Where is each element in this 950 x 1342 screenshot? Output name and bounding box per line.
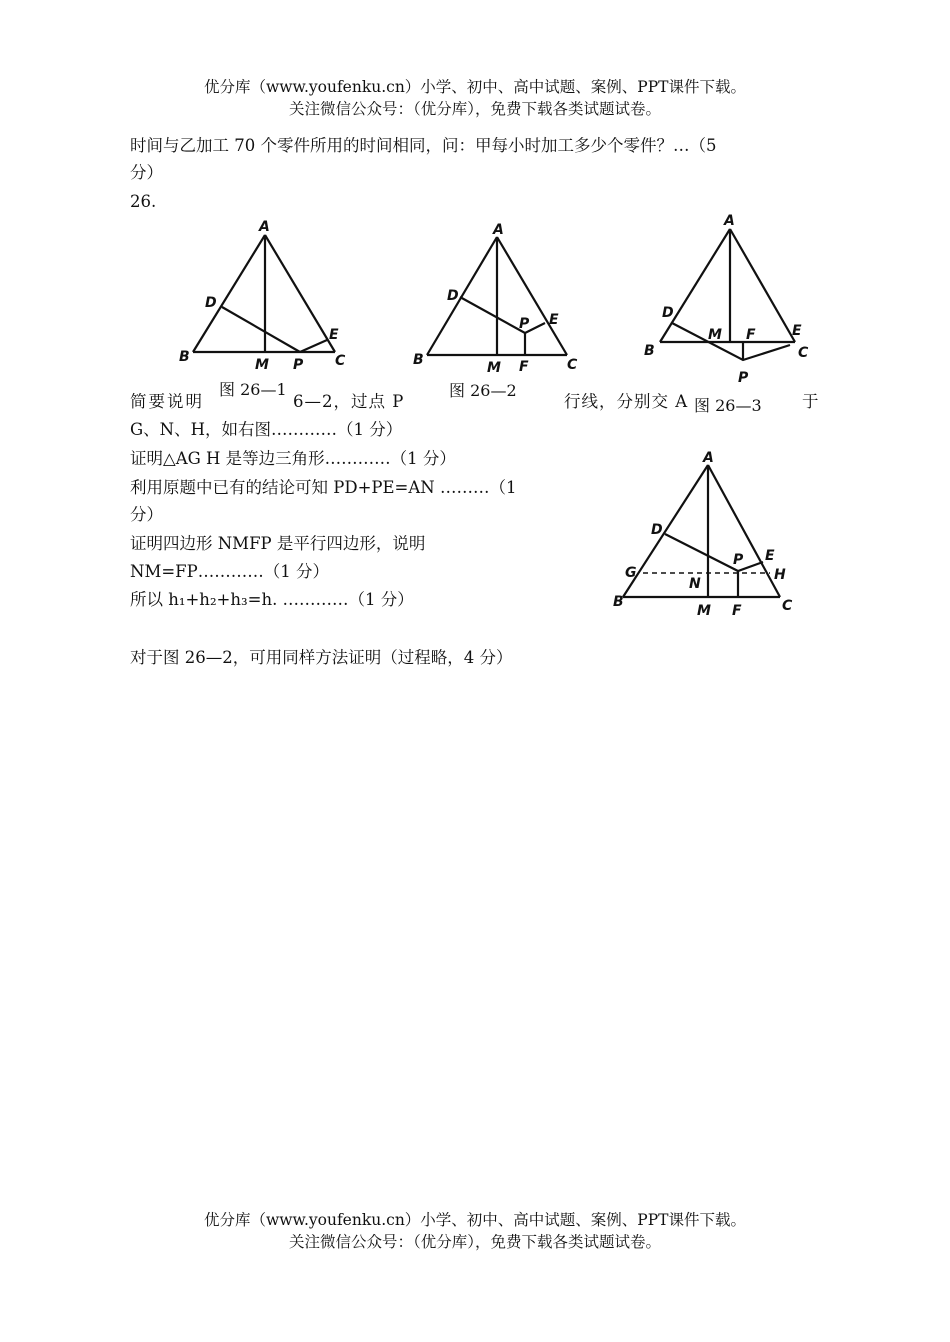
fig4-label-c: C <box>782 598 793 614</box>
fig4-label-m: M <box>697 603 711 619</box>
fig2-label-m: M <box>487 360 501 376</box>
fig3-label-b: B <box>644 343 655 359</box>
fig3-label-c: C <box>798 345 809 361</box>
fig1-segment-pe <box>300 340 327 352</box>
fig2-caption: 图 26—2 <box>446 381 520 401</box>
fig3-label-a: A <box>724 213 735 229</box>
fig1-label-d: D <box>205 295 217 311</box>
figure-26-1 <box>175 215 350 380</box>
line-use-result-2: 分） <box>130 505 163 524</box>
fig3-label-p: P <box>738 370 749 386</box>
fig2-label-f: F <box>519 359 529 375</box>
fig3-label-d: D <box>662 305 674 321</box>
fig3-label-m: M <box>708 327 722 343</box>
line-points: G、N、H，如右图…………（1 分） <box>130 420 403 439</box>
fig3-side-ac <box>730 229 795 342</box>
fig1-caption: 图 26—1 <box>216 380 290 400</box>
line-fig2-method: 对于图 26—2，可用同样方法证明（过程略，4 分） <box>130 648 513 667</box>
fig4-label-h: H <box>774 567 786 583</box>
figure-26-2 <box>405 220 585 380</box>
fig1-label-p: P <box>293 357 304 373</box>
fig4-side-ac <box>708 465 780 597</box>
fig2-side-ab <box>427 237 497 355</box>
fig4-label-b: B <box>613 594 624 610</box>
fig2-label-p: P <box>519 316 530 332</box>
line-conclusion: 所以 h₁+h₂+h₃=h. …………（1 分） <box>130 590 414 609</box>
page-footer-line1: 优分库（www.youfenku.cn）小学、初中、高中试题、案例、PPT课件下载。 <box>203 1211 747 1229</box>
q25-line2: 分） <box>130 163 163 182</box>
fig1-label-a: A <box>259 219 270 235</box>
fig4-label-f: F <box>732 603 742 619</box>
figure-auxiliary <box>605 445 815 625</box>
brief-end: 于 <box>802 392 819 411</box>
brief-mid: 6—2，过点 P <box>293 392 405 411</box>
fig1-label-m: M <box>255 357 269 373</box>
fig4-label-a: A <box>703 450 714 466</box>
fig3-label-e: E <box>792 323 802 339</box>
fig1-label-b: B <box>179 349 190 365</box>
q26-number: 26. <box>130 192 157 211</box>
page-footer-line2: 关注微信公众号：（优分库），免费下载各类试题试卷。 <box>288 1233 661 1251</box>
fig3-caption: 图 26—3 <box>691 396 765 416</box>
q25-line1: 时间与乙加工 70 个零件所用的时间相同，问：甲每小时加工多少个零件？…（5 <box>130 136 717 155</box>
fig2-label-b: B <box>413 352 424 368</box>
line-parallelogram-1: 证明四边形 NMFP 是平行四边形，说明 <box>130 534 426 553</box>
fig3-label-f: F <box>746 327 756 343</box>
fig1-label-c: C <box>335 353 346 369</box>
fig2-label-c: C <box>567 357 578 373</box>
page-header-line2: 关注微信公众号：（优分库），免费下载各类试题试卷。 <box>288 100 661 118</box>
fig4-label-d: D <box>651 522 663 538</box>
fig2-path-dpe <box>460 297 545 333</box>
brief-start: 简要说明 <box>130 392 204 411</box>
fig1-segment-dp <box>222 307 300 352</box>
fig1-label-e: E <box>329 327 339 343</box>
fig2-side-ac <box>497 237 567 355</box>
fig2-label-a: A <box>493 222 504 238</box>
fig1-side-ac <box>265 235 335 352</box>
fig4-label-e: E <box>765 548 775 564</box>
fig2-label-d: D <box>447 288 459 304</box>
fig4-label-p: P <box>733 552 744 568</box>
line-equilateral: 证明△AG H 是等边三角形…………（1 分） <box>130 449 456 468</box>
figure-26-3 <box>640 205 820 390</box>
line-parallelogram-2: NM=FP…………（1 分） <box>130 562 329 581</box>
fig4-label-n: N <box>689 576 701 592</box>
fig4-label-g: G <box>625 565 637 581</box>
brief-mid2: 行线，分别交 A <box>564 392 689 411</box>
page-header-line1: 优分库（www.youfenku.cn）小学、初中、高中试题、案例、PPT课件下载。 <box>203 78 747 96</box>
line-use-result-1: 利用原题中已有的结论可知 PD+PE=AN ………（1 <box>130 478 517 497</box>
fig3-side-ab <box>660 229 730 342</box>
fig1-side-ab <box>193 235 265 352</box>
fig2-label-e: E <box>549 312 559 328</box>
